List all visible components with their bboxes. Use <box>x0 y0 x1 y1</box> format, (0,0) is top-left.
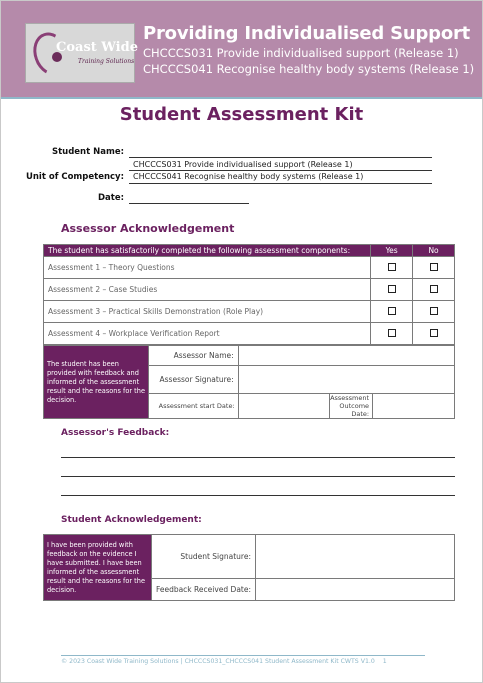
assessor-signoff-table <box>43 345 455 419</box>
outcome-date-label: Assessment Outcome Date: <box>330 394 373 419</box>
yes-checkbox[interactable] <box>388 285 396 293</box>
header-banner <box>1 1 482 99</box>
assessor-signature-label: Assessor Signature: <box>149 366 239 394</box>
yes-header: Yes <box>371 245 413 257</box>
feedback-line[interactable] <box>61 495 455 496</box>
student-signature-field[interactable] <box>256 535 455 579</box>
assessor-name-field[interactable] <box>238 346 454 366</box>
student-name-label: Student Name: <box>51 147 124 157</box>
feedback-date-label: Feedback Received Date: <box>152 579 256 601</box>
assessor-ack-heading: Assessor Acknowledgement <box>61 222 235 235</box>
unit-value-1: CHCCCS031 Provide individualised support (Release 1) <box>133 160 353 169</box>
feedback-line[interactable] <box>61 457 455 458</box>
assessment-row-label: Assessment 3 – Practical Skills Demonstration (Role Play) <box>44 301 371 323</box>
components-header: The student has satisfactorily completed the following assessment components: <box>44 245 371 257</box>
logo-subtext: Training Solutions <box>78 58 135 65</box>
start-date-label: Assessment start Date: <box>149 394 239 419</box>
no-checkbox[interactable] <box>430 263 438 271</box>
feedback-line[interactable] <box>61 476 455 477</box>
footer-text: © 2023 Coast Wide Training Solutions | CHCCCS031_CHCCCS041 Student Assessment Kit CWTS V1.0 <box>61 658 375 665</box>
yes-checkbox[interactable] <box>388 263 396 271</box>
no-checkbox[interactable] <box>430 285 438 293</box>
assessment-row-label: Assessment 1 – Theory Questions <box>44 257 371 279</box>
assessor-signature-field[interactable] <box>238 366 454 394</box>
assessor-name-label: Assessor Name: <box>149 346 239 366</box>
date-field[interactable] <box>129 203 249 204</box>
unit-value-2: CHCCCS041 Recognise healthy body systems (Release 1) <box>133 172 364 181</box>
assessment-components-table <box>43 244 455 345</box>
logo-text: Coast Wide <box>56 40 138 55</box>
no-checkbox[interactable] <box>430 329 438 337</box>
footer-divider <box>61 655 425 656</box>
page-number: 1 <box>382 658 387 665</box>
start-date-field[interactable] <box>238 394 329 419</box>
no-header: No <box>413 245 455 257</box>
header-unit-2: CHCCCS041 Recognise healthy body systems (Release 1) <box>143 62 475 76</box>
outcome-date-field[interactable] <box>373 394 455 419</box>
assessment-row-label: Assessment 2 – Case Studies <box>44 279 371 301</box>
assessor-statement: The student has been provided with feedback and informed of the assessment result and the reasons for the decision. <box>44 346 149 419</box>
student-signature-label: Student Signature: <box>152 535 256 579</box>
unit-label: Unit of Competency: <box>25 172 124 182</box>
student-ack-heading: Student Acknowledgement: <box>61 515 202 525</box>
student-signoff-table <box>43 534 455 601</box>
student-statement: I have been provided with feedback on the evidence I have submitted. I have been informed of the assessment result and the reasons for the decision. <box>44 535 152 601</box>
company-logo <box>25 23 138 83</box>
document-title: Student Assessment Kit <box>119 104 364 125</box>
unit-line-2 <box>129 183 432 184</box>
yes-checkbox[interactable] <box>388 307 396 315</box>
assessment-row-label: Assessment 4 – Workplace Verification Report <box>44 323 371 345</box>
student-name-field[interactable] <box>129 157 432 158</box>
feedback-date-field[interactable] <box>256 579 455 601</box>
header-unit-1: CHCCCS031 Provide individualised support (Release 1) <box>143 46 459 60</box>
yes-checkbox[interactable] <box>388 329 396 337</box>
footer <box>61 658 387 665</box>
header-title: Providing Individualised Support <box>143 23 471 44</box>
unit-line-1 <box>129 170 432 171</box>
date-label: Date: <box>97 193 124 203</box>
feedback-heading: Assessor's Feedback: <box>61 428 170 438</box>
no-checkbox[interactable] <box>430 307 438 315</box>
